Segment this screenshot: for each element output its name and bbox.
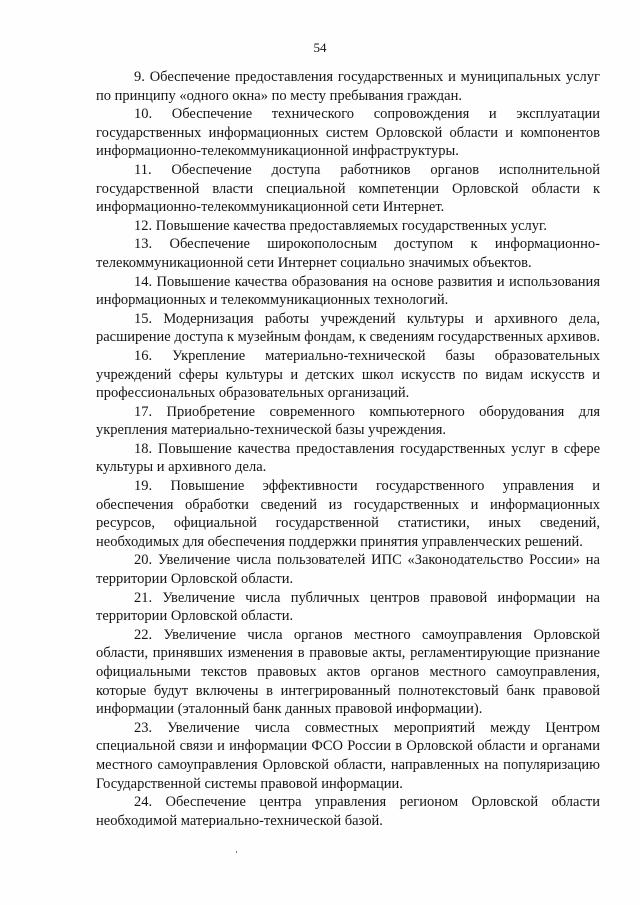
list-item: 24. Обеспечение центра управления регионом Орловской области необходимой материально-технической базой. (96, 794, 600, 829)
list-item: 21. Увеличение числа публичных центров правовой информации на территории Орловской области. (96, 589, 600, 625)
document-body (96, 68, 600, 830)
list-item: 18. Повышение качества предоставления государственных услуг в сфере культуры и архивного дела. (96, 440, 600, 476)
list-item: 15. Модернизация работы учреждений культуры и архивного дела, расширение доступа к музейным фондам, к сведениям государственных архивов. (96, 310, 600, 346)
page-number: 54 (313, 40, 327, 55)
list-item: 22. Увеличение числа органов местного самоуправления Орловской области, принявших изменения в правовые акты, регламентирующие признание официальными текстов правовых актов органов местного самоуправления, которые будут включены в интегрированный полнотекстовый банк правовой информации (эталонный банк данных правовой информации). (96, 626, 600, 718)
list-item: 17. Приобретение современного компьютерного оборудования для укрепления материально-технической базы учреждения. (96, 403, 600, 439)
list-item: 19. Повышение эффективности государственного управления и обеспечения обработки сведений из государственных и информационных ресурсов, официальной государственной статистики, иных сведений, необходимых для обеспечения поддержки принятия управленческих решений. (96, 478, 600, 550)
list-item: 10. Обеспечение технического сопровождения и эксплуатации государственных информационных систем Орловской области и компонентов информационно-телекоммуникационной инфраструктуры. (96, 106, 600, 160)
list-item: 16. Укрепление материально-технической базы образовательных учреждений сферы культуры и детских школ искусств по видам искусств и профессиональных образовательных организаций. (96, 347, 600, 402)
list-item: 14. Повышение качества образования на основе развития и использования информационных и телекоммуникационных технологий. (96, 273, 600, 309)
list-item: 11. Обеспечение доступа работников органов исполнительной государственной власти специальной компетенции Орловской области к информационно-телекоммуникационной сети Интернет. (96, 161, 600, 216)
list-item: 23. Увеличение числа совместных мероприятий между Центром специальной связи и информации ФСО России в Орловской области и органами местного самоуправления Орловской области, направленных на популяризацию Государственной системы правовой информации. (96, 719, 600, 792)
list-item: 9. Обеспечение предоставления государственных и муниципальных услуг по принципу «одного окна» по месту пребывания граждан. (96, 69, 600, 104)
scan-speck (236, 851, 237, 853)
list-item: 13. Обеспечение широкополосным доступом к информационно-телекоммуникационной сети Интернет социально значимых объектов. (96, 236, 600, 271)
list-item: 12. Повышение качества предоставляемых государственных услуг. (134, 217, 547, 234)
list-item: 20. Увеличение числа пользователей ИПС «Законодательство России» на территории Орловской области. (96, 552, 600, 588)
